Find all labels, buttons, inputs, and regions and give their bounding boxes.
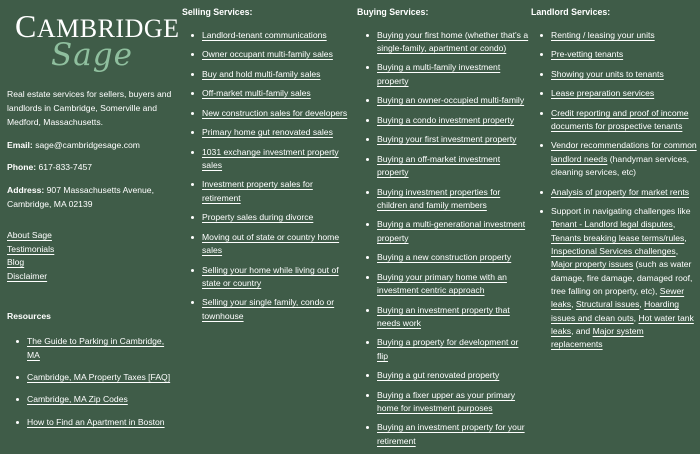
hoarding-link[interactable]: Hoarding issues and clean outs — [551, 299, 680, 323]
list-item — [357, 304, 529, 331]
legal-disputes-link[interactable]: Tenant - Landlord legal disputes — [551, 219, 673, 230]
list-item — [182, 107, 352, 120]
list-item: Support in navigating challenges like Tenant - Landlord legal disputes, Tenants breaking lease terms/rules, Inspectional Services challenges, Major property issues (such as water damage, fire damage, damaged roof, tree falling on property, etc), Sewer leaks, Structural issues, Hoarding issues and clean outs, Hot water tank leaks, and Major system replacements — [531, 205, 697, 351]
list-item — [182, 48, 352, 61]
list-item — [531, 139, 697, 179]
logo-line-1: CAMBRIDGE — [15, 8, 180, 44]
buying-link[interactable]: Buying investment properties for children and family members — [377, 186, 501, 210]
blog-link[interactable]: Blog — [7, 257, 25, 268]
landlord-link[interactable]: Credit reporting and proof of income documents for prospective tenants — [551, 107, 689, 131]
list-item — [7, 416, 175, 429]
buying-link[interactable]: Buying a new construction property — [377, 252, 512, 263]
buying-link[interactable]: Buying a gut renovated property — [377, 370, 500, 381]
selling-link[interactable]: Moving out of state or country home sales — [202, 231, 340, 256]
list-item — [182, 211, 352, 224]
landlord-link[interactable]: Analysis of property for market rents — [551, 186, 690, 197]
list-item — [182, 29, 352, 42]
list-item — [357, 271, 529, 298]
list-item — [182, 231, 352, 258]
list-item — [357, 114, 529, 127]
list-item — [357, 218, 529, 245]
landlord-link[interactable]: Renting / leasing your units — [551, 29, 655, 40]
water-tank-link[interactable]: Hot water tank leaks — [551, 312, 694, 336]
list-item — [182, 68, 352, 81]
buying-link[interactable]: Buying an owner-occupied multi-family — [377, 95, 525, 106]
selling-link[interactable]: Primary home gut renovated sales — [202, 127, 333, 138]
resources-heading: Resources — [7, 310, 51, 321]
phone-line: Phone: 617-833-7457 — [7, 162, 93, 173]
buying-link[interactable]: Buying your first home (whether that's a single-family, apartment or condo) — [377, 29, 529, 53]
parking-guide-link[interactable]: The Guide to Parking in Cambridge, MA — [27, 336, 165, 360]
buying-link[interactable]: Buying a condo investment property — [377, 114, 515, 125]
buying-link[interactable]: Buying your first investment property — [377, 134, 517, 145]
landlord-link[interactable]: Showing your units to tenants — [551, 68, 664, 79]
list-item — [182, 146, 352, 173]
major-issues-link[interactable]: Major property issues — [551, 259, 634, 270]
selling-link[interactable]: Selling your single family, condo or townhouse — [202, 297, 335, 321]
address-value: 907 Massachusetts Avenue, Cambridge, MA 02139 — [7, 184, 154, 210]
list-item — [7, 335, 175, 362]
landlord-services-column — [531, 0, 697, 358]
selling-services-column — [182, 0, 352, 329]
about-sage-link[interactable]: About Sage — [7, 229, 52, 240]
zip-codes-link[interactable]: Cambridge, MA Zip Codes — [27, 394, 128, 405]
landlord-link[interactable]: Vendor recommendations for common landlord needs — [551, 140, 697, 164]
selling-link[interactable]: Investment property sales for retirement — [202, 179, 313, 203]
vendor-note: (handyman services, cleaning services, etc) — [551, 153, 690, 178]
selling-link[interactable]: Landlord-tenant communications — [202, 29, 327, 40]
buying-services-column — [357, 0, 529, 454]
buying-link[interactable]: Buying a fixer upper as your primary home for investment purposes — [377, 389, 516, 413]
list-item — [357, 94, 529, 107]
selling-link[interactable]: Property sales during divorce — [202, 212, 314, 223]
list-item — [531, 68, 697, 81]
buying-link[interactable]: Buying a property for development or flip — [377, 337, 519, 361]
landlord-link[interactable]: Pre-vetting tenants — [551, 49, 624, 60]
buying-services-heading: Buying Services: — [357, 7, 429, 17]
about-links — [7, 229, 175, 284]
list-item — [182, 126, 352, 139]
breaking-lease-link[interactable]: Tenants breaking lease terms/rules — [551, 232, 685, 243]
list-item — [357, 251, 529, 264]
logo-line-2: Sage — [51, 37, 133, 73]
list-item — [357, 369, 529, 382]
selling-link[interactable]: Buy and hold multi-family sales — [202, 68, 321, 79]
support-text: Support in navigating challenges like — [551, 206, 691, 217]
buying-link[interactable]: Buying an investment property for your retirement — [377, 422, 525, 446]
list-item — [7, 393, 175, 406]
list-item — [182, 87, 352, 100]
phone-value[interactable]: 617-833-7457 — [38, 162, 93, 173]
landlord-link[interactable]: Lease preparation services — [551, 88, 655, 99]
address-line: Address: 907 Massachusetts Avenue, Cambridge, MA 02139 — [7, 184, 154, 210]
inspectional-link[interactable]: Inspectional Services challenges — [551, 246, 676, 256]
buying-link[interactable]: Buying a multi-family investment property — [377, 62, 501, 86]
list-item — [357, 133, 529, 146]
list-item — [357, 421, 529, 448]
list-item — [357, 186, 529, 213]
cambridge-sage-logo[interactable] — [7, 0, 180, 78]
list-item — [531, 107, 697, 134]
buying-link[interactable]: Buying your primary home with an investment centric approach — [377, 271, 507, 295]
list-item — [531, 186, 697, 199]
sewer-leaks-link[interactable]: Sewer leaks — [551, 285, 685, 310]
list-item — [357, 61, 529, 88]
company-description: Real estate services for sellers, buyers and landlords in Cambridge, Somerville and Medford, Massachusetts. — [7, 89, 172, 128]
landlord-services-list — [531, 29, 697, 352]
selling-link[interactable]: Selling your home while living out of state or country — [202, 264, 339, 288]
list-item — [531, 29, 697, 42]
email-line: Email: sage@cambridgesage.com — [7, 139, 140, 150]
list-item — [357, 153, 529, 180]
list-item — [182, 296, 352, 323]
resources-list — [7, 335, 175, 429]
apartment-guide-link[interactable]: How to Find an Apartment in Boston — [27, 416, 165, 427]
selling-link[interactable]: 1031 exchange investment property sales — [202, 146, 339, 170]
list-item — [357, 29, 529, 56]
list-item — [531, 87, 697, 100]
major-note: (such as water damage, fire damage, damaged roof, tree falling on property, etc) — [551, 259, 693, 296]
about-column — [7, 0, 180, 438]
selling-link[interactable]: Owner occupant multi-family sales — [202, 49, 333, 60]
selling-link[interactable]: Off-market multi-family sales — [202, 88, 311, 99]
buying-link[interactable]: Buying a multi-generational investment property — [377, 219, 526, 243]
list-item — [357, 336, 529, 363]
list-item — [182, 178, 352, 205]
list-item — [531, 48, 697, 61]
selling-link[interactable]: New construction sales for developers — [202, 107, 348, 118]
email-value[interactable]: sage@cambridgesage.com — [35, 139, 140, 150]
buying-link[interactable]: Buying an off-market investment property — [377, 153, 501, 178]
property-taxes-link[interactable]: Cambridge, MA Property Taxes [FAQ] — [27, 371, 171, 382]
system-replacement-link[interactable]: Major system replacements — [551, 325, 644, 350]
buying-link[interactable]: Buying an investment property that needs work — [377, 304, 510, 328]
list-item — [357, 389, 529, 416]
list-item — [182, 264, 352, 291]
contact-info — [7, 138, 175, 212]
selling-services-list — [182, 29, 352, 323]
landlord-services-heading: Landlord Services: — [531, 7, 611, 17]
testimonials-link[interactable]: Testimonials — [7, 243, 55, 254]
structural-link[interactable]: Structural issues — [575, 299, 640, 310]
disclaimer-link[interactable]: Disclaimer — [7, 271, 48, 282]
selling-services-heading: Selling Services: — [182, 7, 253, 17]
buying-services-list — [357, 29, 529, 448]
list-item — [7, 371, 175, 384]
